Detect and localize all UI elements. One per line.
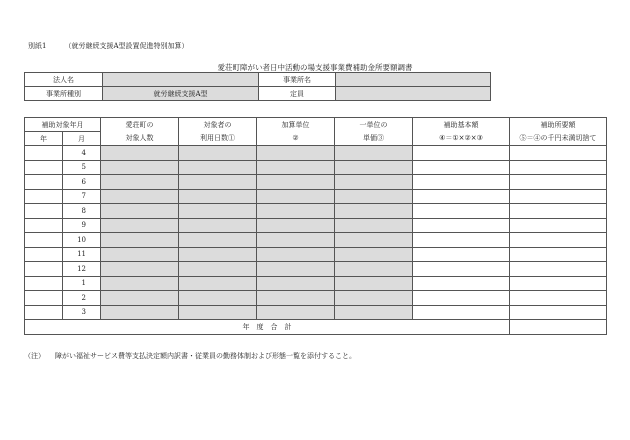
required-amount-cell[interactable]	[510, 218, 607, 233]
target-count-subheader: 対象人数	[101, 132, 179, 146]
target-count-cell[interactable]	[101, 189, 179, 204]
footnote-prefix: （注）	[24, 352, 45, 360]
month-cell: 12	[63, 262, 101, 277]
year-cell[interactable]	[25, 175, 63, 190]
base-amount-cell[interactable]	[413, 262, 510, 277]
unit-price-cell[interactable]	[335, 160, 413, 175]
base-amount-cell[interactable]	[413, 247, 510, 262]
usage-days-cell[interactable]	[179, 204, 257, 219]
usage-days-cell[interactable]	[179, 218, 257, 233]
table-row	[25, 175, 607, 190]
table-row	[25, 204, 607, 219]
target-count-cell[interactable]	[101, 218, 179, 233]
unit-price-cell[interactable]	[335, 291, 413, 306]
table-row	[25, 276, 607, 291]
document-title: 愛荘町障がい者日中活動の場支援事業費補助金所要額調書	[217, 63, 413, 72]
usage-days-cell[interactable]	[179, 233, 257, 248]
corporation-name-label: 法人名	[25, 73, 103, 87]
unit-price-cell[interactable]	[335, 204, 413, 219]
month-cell: 11	[63, 247, 101, 262]
unit-price-cell[interactable]	[335, 218, 413, 233]
base-amount-cell[interactable]	[413, 276, 510, 291]
usage-days-cell[interactable]	[179, 175, 257, 190]
base-amount-cell[interactable]	[413, 305, 510, 320]
year-cell[interactable]	[25, 160, 63, 175]
year-cell[interactable]	[25, 262, 63, 277]
add-unit-cell[interactable]	[257, 175, 335, 190]
add-unit-cell[interactable]	[257, 218, 335, 233]
form-subtitle: （就労継続支援A型設置促進特別加算）	[64, 42, 189, 50]
form-header	[28, 41, 189, 51]
required-amount-cell[interactable]	[510, 175, 607, 190]
required-amount-cell[interactable]	[510, 146, 607, 161]
year-cell[interactable]	[25, 276, 63, 291]
footnote	[24, 351, 356, 361]
base-amount-cell[interactable]	[413, 175, 510, 190]
office-name-label: 事業所名	[259, 73, 336, 87]
target-count-cell[interactable]	[101, 233, 179, 248]
year-cell[interactable]	[25, 146, 63, 161]
month-cell: 4	[63, 146, 101, 161]
add-unit-cell[interactable]	[257, 291, 335, 306]
month-cell: 5	[63, 160, 101, 175]
target-count-header: 愛荘町の	[101, 118, 179, 132]
required-amount-cell[interactable]	[510, 262, 607, 277]
base-amount-cell[interactable]	[413, 218, 510, 233]
form-number: 別紙1	[28, 42, 47, 50]
target-count-cell[interactable]	[101, 262, 179, 277]
table-row	[25, 247, 607, 262]
unit-price-cell[interactable]	[335, 175, 413, 190]
usage-days-cell[interactable]	[179, 189, 257, 204]
usage-days-cell[interactable]	[179, 146, 257, 161]
month-cell: 8	[63, 204, 101, 219]
footnote-text: 障がい福祉サービス費等支払決定額内訳書・従業員の勤務体制および形態一覧を添付すること。	[55, 352, 356, 360]
office-name-field[interactable]	[336, 73, 491, 87]
month-cell: 6	[63, 175, 101, 190]
add-unit-cell[interactable]	[257, 160, 335, 175]
required-amount-cell[interactable]	[510, 189, 607, 204]
required-amount-cell[interactable]	[510, 233, 607, 248]
add-unit-cell[interactable]	[257, 189, 335, 204]
required-amount-cell[interactable]	[510, 204, 607, 219]
target-count-cell[interactable]	[101, 247, 179, 262]
unit-price-subheader: 単価③	[335, 132, 413, 146]
unit-price-header: 一単位の	[335, 118, 413, 132]
month-cell: 3	[63, 305, 101, 320]
usage-days-subheader: 利用日数①	[179, 132, 257, 146]
table-row	[25, 146, 607, 161]
year-header: 年	[25, 132, 63, 146]
target-count-cell[interactable]	[101, 305, 179, 320]
month-cell: 1	[63, 276, 101, 291]
target-count-cell[interactable]	[101, 146, 179, 161]
required-amount-cell[interactable]	[510, 305, 607, 320]
add-unit-cell[interactable]	[257, 204, 335, 219]
unit-price-cell[interactable]	[335, 262, 413, 277]
unit-price-cell[interactable]	[335, 146, 413, 161]
year-cell[interactable]	[25, 204, 63, 219]
period-header: 補助対象年月	[25, 118, 101, 132]
add-unit-cell[interactable]	[257, 233, 335, 248]
base-amount-subheader: ④＝①×②×③	[413, 132, 510, 146]
add-unit-header: 加算単位	[257, 118, 335, 132]
required-amount-cell[interactable]	[510, 160, 607, 175]
target-count-cell[interactable]	[101, 175, 179, 190]
required-amount-header: 補助所要額	[510, 118, 607, 132]
base-amount-cell[interactable]	[413, 189, 510, 204]
table-row	[25, 189, 607, 204]
target-count-cell[interactable]	[101, 160, 179, 175]
total-row	[25, 320, 607, 335]
table-row	[25, 262, 607, 277]
base-amount-cell[interactable]	[413, 204, 510, 219]
usage-days-cell[interactable]	[179, 276, 257, 291]
base-amount-cell[interactable]	[413, 233, 510, 248]
add-unit-cell[interactable]	[257, 146, 335, 161]
required-amount-cell[interactable]	[510, 276, 607, 291]
subsidy-calculation-table	[24, 117, 607, 335]
target-count-cell[interactable]	[101, 204, 179, 219]
unit-price-cell[interactable]	[335, 305, 413, 320]
base-amount-header: 補助基本額	[413, 118, 510, 132]
target-count-cell[interactable]	[101, 291, 179, 306]
unit-price-cell[interactable]	[335, 233, 413, 248]
table-row	[25, 160, 607, 175]
month-cell: 10	[63, 233, 101, 248]
year-cell[interactable]	[25, 291, 63, 306]
add-unit-cell[interactable]	[257, 276, 335, 291]
fiscal-year-total-label: 年 度 合 計	[25, 320, 510, 335]
unit-price-cell[interactable]	[335, 247, 413, 262]
table-row	[25, 233, 607, 248]
target-count-cell[interactable]	[101, 276, 179, 291]
month-cell: 9	[63, 218, 101, 233]
capacity-label: 定員	[259, 87, 336, 101]
year-cell[interactable]	[25, 189, 63, 204]
fiscal-year-total-field[interactable]	[510, 320, 607, 335]
year-cell[interactable]	[25, 233, 63, 248]
month-header: 月	[63, 132, 101, 146]
table-row	[25, 218, 607, 233]
month-cell: 2	[63, 291, 101, 306]
required-amount-cell[interactable]	[510, 291, 607, 306]
usage-days-cell[interactable]	[179, 247, 257, 262]
add-unit-subheader: ②	[257, 132, 335, 146]
applicant-info-table	[24, 72, 491, 101]
year-cell[interactable]	[25, 305, 63, 320]
usage-days-cell[interactable]	[179, 160, 257, 175]
usage-days-cell[interactable]	[179, 305, 257, 320]
base-amount-cell[interactable]	[413, 160, 510, 175]
usage-days-header: 対象者の	[179, 118, 257, 132]
add-unit-cell[interactable]	[257, 305, 335, 320]
corporation-name-field[interactable]	[103, 73, 259, 87]
year-cell[interactable]	[25, 247, 63, 262]
unit-price-cell[interactable]	[335, 276, 413, 291]
year-cell[interactable]	[25, 218, 63, 233]
month-cell: 7	[63, 189, 101, 204]
base-amount-cell[interactable]	[413, 291, 510, 306]
table-row	[25, 291, 607, 306]
usage-days-cell[interactable]	[179, 262, 257, 277]
unit-price-cell[interactable]	[335, 189, 413, 204]
office-type-field[interactable]: 就労継続支援A型	[103, 87, 259, 101]
add-unit-cell[interactable]	[257, 262, 335, 277]
capacity-field[interactable]	[336, 87, 491, 101]
table-row	[25, 305, 607, 320]
required-amount-cell[interactable]	[510, 247, 607, 262]
required-amount-subheader: ⑤＝④の千円未満切捨て	[510, 132, 607, 146]
office-type-label: 事業所種別	[25, 87, 103, 101]
add-unit-cell[interactable]	[257, 247, 335, 262]
base-amount-cell[interactable]	[413, 146, 510, 161]
usage-days-cell[interactable]	[179, 291, 257, 306]
